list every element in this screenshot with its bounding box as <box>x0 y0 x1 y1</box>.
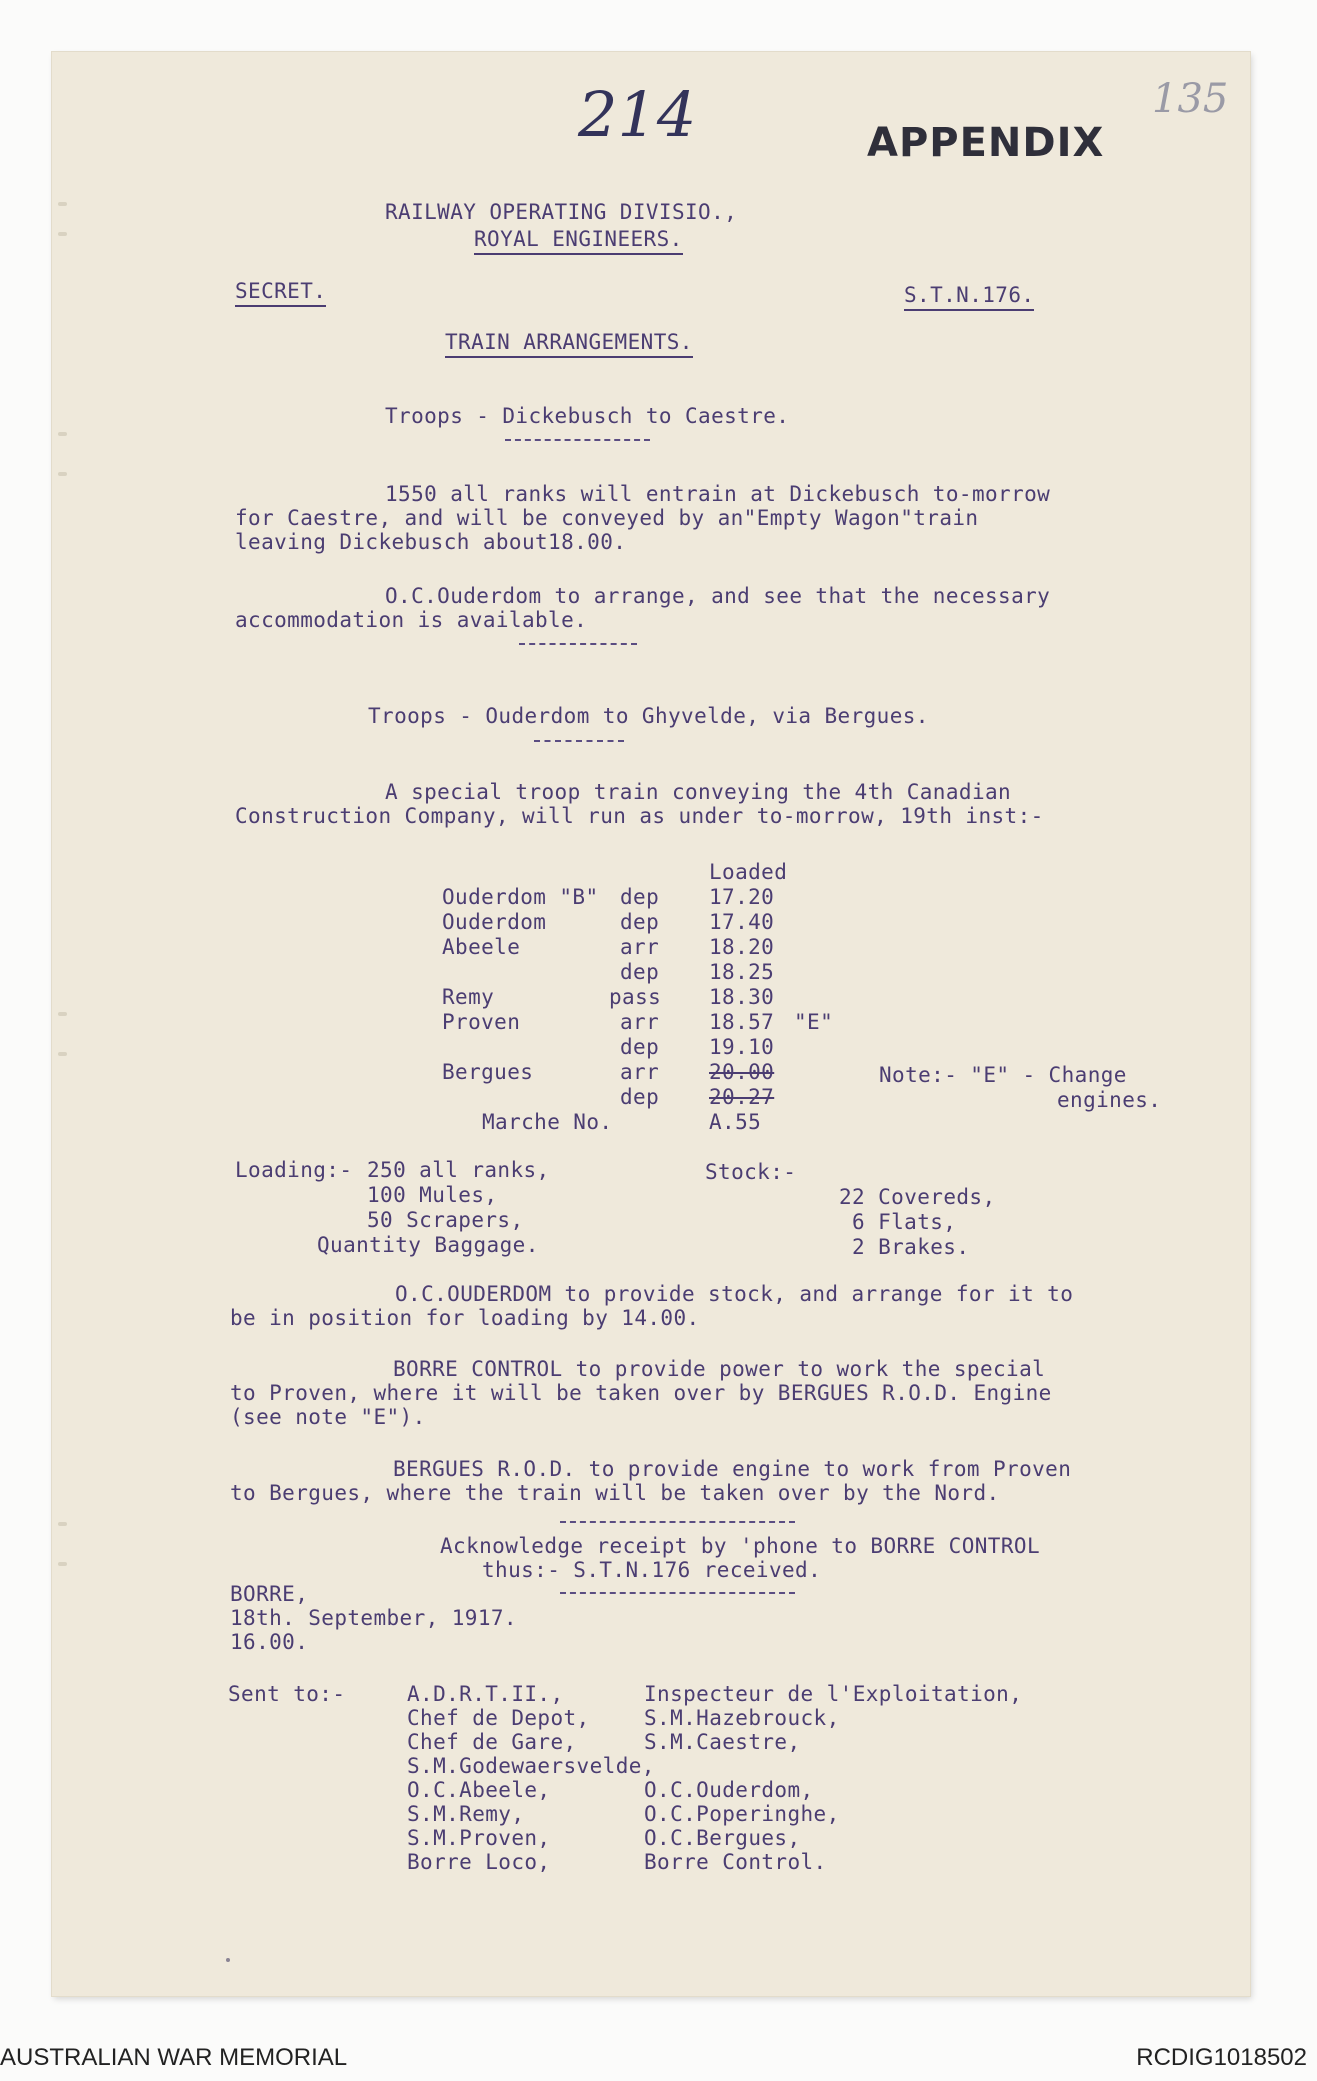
recipient: Borre Loco, <box>407 1850 551 1874</box>
schedule-time-corrected: 20.27 <box>709 1085 775 1109</box>
binding-mark <box>58 1522 67 1526</box>
binding-mark <box>58 1052 67 1056</box>
sent-to-label: Sent to:- <box>228 1682 346 1706</box>
recipient: Chef de Gare, <box>407 1730 577 1754</box>
divider <box>534 740 624 742</box>
section1-para2-line2: accommodation is available. <box>235 608 588 632</box>
recipient: A.D.R.T.II., <box>407 1682 564 1706</box>
borre-control-line3: (see note "E"). <box>230 1405 426 1429</box>
binding-mark <box>58 472 67 476</box>
loading-item: 50 Scrapers, <box>367 1208 524 1232</box>
schedule-event: pass <box>609 985 662 1009</box>
schedule-time: 18.25 <box>709 960 775 984</box>
recipient: Inspecteur de l'Exploitation, <box>644 1682 1023 1706</box>
borre-control-line2: to Proven, where it will be taken over by BERGUES R.O.D. Engine <box>230 1381 1052 1405</box>
divider <box>505 439 650 441</box>
stock-item: 2 Brakes. <box>852 1235 970 1259</box>
schedule-note-line2: engines. <box>1057 1088 1162 1112</box>
binding-mark <box>58 1562 67 1566</box>
header-royal-engineers: ROYAL ENGINEERS. <box>474 227 683 255</box>
schedule-event: arr <box>620 1010 660 1034</box>
recipient: S.M.Hazebrouck, <box>644 1706 840 1730</box>
schedule-event: dep <box>620 1035 660 1059</box>
divider <box>560 1521 795 1523</box>
marche-label: Marche No. <box>482 1110 613 1134</box>
schedule-time: 18.20 <box>709 935 775 959</box>
bergues-rod-line1: BERGUES R.O.D. to provide engine to work from Proven <box>393 1457 1072 1481</box>
oc-ouderdom-line2: be in position for loading by 14.00. <box>230 1306 700 1330</box>
section2-intro-line1: A special troop train conveying the 4th Canadian <box>385 780 1012 804</box>
section1-para2-line1: O.C.Ouderdom to arrange, and see that the necessary <box>385 584 1051 608</box>
section1-para1-line2: for Caestre, and will be conveyed by an"Empty Wagon"train <box>235 506 979 530</box>
binding-mark <box>58 202 67 206</box>
divider <box>519 643 637 645</box>
schedule-note-line1: Note:- "E" - Change <box>879 1063 1127 1087</box>
classification-secret: SECRET. <box>235 279 326 307</box>
handwritten-folio-number: 214 <box>578 78 697 151</box>
stock-item: 22 Covereds, <box>839 1185 996 1209</box>
recipient: O.C.Abeele, <box>407 1778 551 1802</box>
schedule-time: 19.10 <box>709 1035 775 1059</box>
binding-mark <box>58 232 67 236</box>
recipient: Borre Control. <box>644 1850 827 1874</box>
schedule-station: Abeele <box>442 935 521 959</box>
origin-date: 18th. September, 1917. <box>230 1606 517 1630</box>
schedule-time: 18.30 <box>709 985 775 1009</box>
divider <box>560 1592 795 1594</box>
recipient: O.C.Ouderdom, <box>644 1778 814 1802</box>
schedule-event: dep <box>620 1085 660 1109</box>
schedule-event: dep <box>620 885 660 909</box>
section1-para1-line1: 1550 all ranks will entrain at Dickebusch to-morrow <box>385 482 1051 506</box>
schedule-event: arr <box>620 935 660 959</box>
origin-place: BORRE, <box>230 1582 309 1606</box>
schedule-station: Proven <box>442 1010 521 1034</box>
recipient: S.M.Proven, <box>407 1826 551 1850</box>
document-title: TRAIN ARRANGEMENTS. <box>445 330 693 358</box>
schedule-event: dep <box>620 960 660 984</box>
recipient: S.M.Caestre, <box>644 1730 801 1754</box>
footer-record-id: RCDIG1018502 <box>1136 2044 1307 2071</box>
oc-ouderdom-line1: O.C.OUDERDOM to provide stock, and arrange for it to <box>395 1282 1074 1306</box>
loading-item: Quantity Baggage. <box>317 1233 539 1257</box>
loading-label: Loading:- <box>235 1158 353 1182</box>
appendix-stamp: APPENDIX <box>867 120 1105 166</box>
schedule-time: 17.40 <box>709 910 775 934</box>
schedule-station: Ouderdom "B" <box>442 885 599 909</box>
loading-item: 250 all ranks, <box>367 1158 550 1182</box>
section1-para1-line3: leaving Dickebusch about18.00. <box>235 530 627 554</box>
ink-dot <box>226 1958 230 1962</box>
acknowledge-line1: Acknowledge receipt by 'phone to BORRE CONTROL <box>440 1534 1040 1558</box>
section2-heading: Troops - Ouderdom to Ghyvelde, via Bergues. <box>368 704 929 728</box>
schedule-event: arr <box>620 1060 660 1084</box>
origin-time: 16.00. <box>230 1630 309 1654</box>
recipient: Chef de Depot, <box>407 1706 590 1730</box>
schedule-station: Remy <box>442 985 495 1009</box>
bergues-rod-line2: to Bergues, where the train will be taken over by the Nord. <box>230 1481 1000 1505</box>
binding-mark <box>58 1012 67 1016</box>
recipient: S.M.Godewaersvelde, <box>407 1754 655 1778</box>
recipient: O.C.Bergues, <box>644 1826 801 1850</box>
borre-control-line1: BORRE CONTROL to provide power to work the special <box>393 1357 1046 1381</box>
marche-number: A.55 <box>709 1110 762 1134</box>
pencil-folio-number: 135 <box>1152 76 1229 122</box>
section1-heading: Troops - Dickebusch to Caestre. <box>385 404 790 428</box>
schedule-station: Bergues <box>442 1060 534 1084</box>
schedule-time: 17.20 <box>709 885 775 909</box>
reference-number: S.T.N.176. <box>904 283 1034 311</box>
stock-label: Stock:- <box>705 1160 797 1184</box>
schedule-time-corrected: 20.00 <box>709 1060 775 1084</box>
schedule-header-loaded: Loaded <box>709 860 788 884</box>
schedule-station: Ouderdom <box>442 910 547 934</box>
binding-mark <box>58 432 67 436</box>
schedule-time: 18.57 <box>709 1010 775 1034</box>
section2-intro-line2: Construction Company, will run as under to-morrow, 19th inst:- <box>235 804 1044 828</box>
stock-item: 6 Flats, <box>852 1210 957 1234</box>
footer-archive-name: AUSTRALIAN WAR MEMORIAL <box>0 2044 348 2071</box>
document-page <box>52 52 1250 1996</box>
header-division: RAILWAY OPERATING DIVISIO., <box>385 200 738 224</box>
recipient: O.C.Poperinghe, <box>644 1802 840 1826</box>
loading-item: 100 Mules, <box>367 1183 498 1207</box>
schedule-engine-change-mark: "E" <box>794 1010 834 1034</box>
recipient: S.M.Remy, <box>407 1802 525 1826</box>
acknowledge-line2: thus:- S.T.N.176 received. <box>482 1558 822 1582</box>
schedule-event: dep <box>620 910 660 934</box>
